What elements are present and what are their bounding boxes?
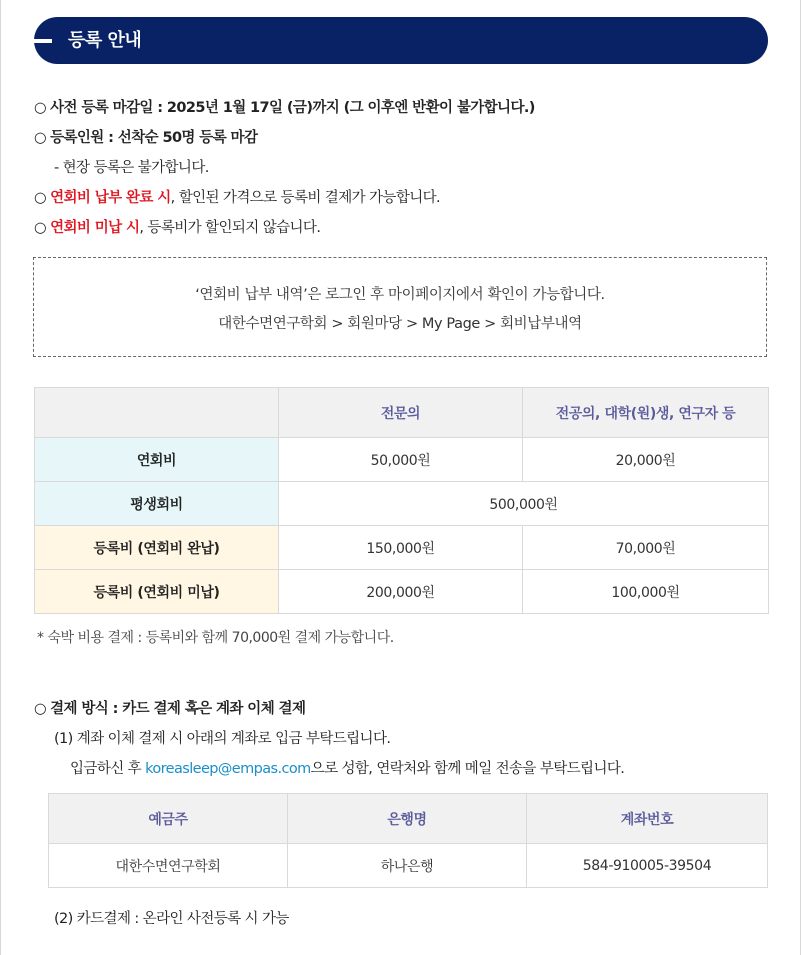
payment-card-line: (2) 카드결제 : 온라인 사전등록 시 가능 <box>54 911 289 927</box>
table-cell: 100,000원 <box>523 570 769 614</box>
table-row <box>35 570 769 614</box>
table-cell: 하나은행 <box>288 844 527 888</box>
header-dash-icon <box>34 39 52 43</box>
table-row <box>35 482 769 526</box>
table-cell: 20,000원 <box>523 438 769 482</box>
fee-table <box>34 387 769 614</box>
section-header <box>34 17 768 64</box>
circle-bullet-icon: ○ <box>34 190 47 206</box>
bank-header-holder: 예금주 <box>49 794 288 844</box>
notice-deadline: ○ 사전 등록 마감일 : 2025년 1월 17일 (금)까지 (그 이후엔 반환이 불가합니다.) <box>34 100 535 116</box>
row-label: 등록비 (연회비 완납) <box>35 526 279 570</box>
row-label: 등록비 (연회비 미납) <box>35 570 279 614</box>
bank-header-account: 계좌번호 <box>527 794 768 844</box>
circle-bullet-icon: ○ <box>34 130 47 146</box>
table-cell: 584-910005-39504 <box>527 844 768 888</box>
notice-capacity: ○ 등록인원 : 선착순 50명 등록 마감 <box>34 130 258 146</box>
fee-table-header-row <box>35 388 769 438</box>
bank-header-bank: 은행명 <box>288 794 527 844</box>
table-cell: 50,000원 <box>279 438 523 482</box>
payment-method-title: ○ 결제 방식 : 카드 결제 혹은 계좌 이체 결제 <box>34 701 306 717</box>
bank-table-header-row <box>49 794 768 844</box>
bank-table <box>48 793 768 888</box>
circle-bullet-icon: ○ <box>34 100 47 116</box>
fee-header-empty <box>35 388 279 438</box>
fee-header-specialist: 전문의 <box>279 388 523 438</box>
table-cell: 70,000원 <box>523 526 769 570</box>
table-cell: 대한수면연구학회 <box>49 844 288 888</box>
notice-paid-discount: ○ 연회비 납부 완료 시, 할인된 가격으로 등록비 결제가 가능합니다. <box>34 190 441 206</box>
table-cell: 150,000원 <box>279 526 523 570</box>
table-cell-merged: 500,000원 <box>279 482 769 526</box>
circle-bullet-icon: ○ <box>34 220 47 236</box>
payment-email-line: 입금하신 후 koreasleep@empas.com으로 성함, 연락처와 함께 메일 전송을 부탁드립니다. <box>70 761 625 777</box>
info-box <box>33 257 767 357</box>
table-row <box>49 844 768 888</box>
page-border-left <box>0 0 1 955</box>
row-label: 평생회비 <box>35 482 279 526</box>
table-row <box>35 526 769 570</box>
payment-transfer-line: (1) 계좌 이체 결제 시 아래의 계좌로 입금 부탁드립니다. <box>54 731 391 747</box>
info-line-2: 대한수면연구학회 > 회원마당 > My Page > 회비납부내역 <box>218 316 582 332</box>
circle-bullet-icon: ○ <box>34 701 47 717</box>
lodging-footnote: * 숙박 비용 결제 : 등록비와 함께 70,000원 결제 가능합니다. <box>37 630 394 646</box>
section-title: 등록 안내 <box>68 30 142 51</box>
notice-unpaid-no-discount: ○ 연회비 미납 시, 등록비가 할인되지 않습니다. <box>34 220 321 236</box>
table-row <box>35 438 769 482</box>
info-line-1: ‘연회비 납부 내역’은 로그인 후 마이페이지에서 확인이 가능합니다. <box>195 287 605 303</box>
email-link[interactable]: koreasleep@empas.com <box>145 761 311 777</box>
fee-header-resident: 전공의, 대학(원)생, 연구자 등 <box>523 388 769 438</box>
notice-capacity-sub: - 현장 등록은 불가합니다. <box>54 160 209 176</box>
table-cell: 200,000원 <box>279 570 523 614</box>
row-label: 연회비 <box>35 438 279 482</box>
